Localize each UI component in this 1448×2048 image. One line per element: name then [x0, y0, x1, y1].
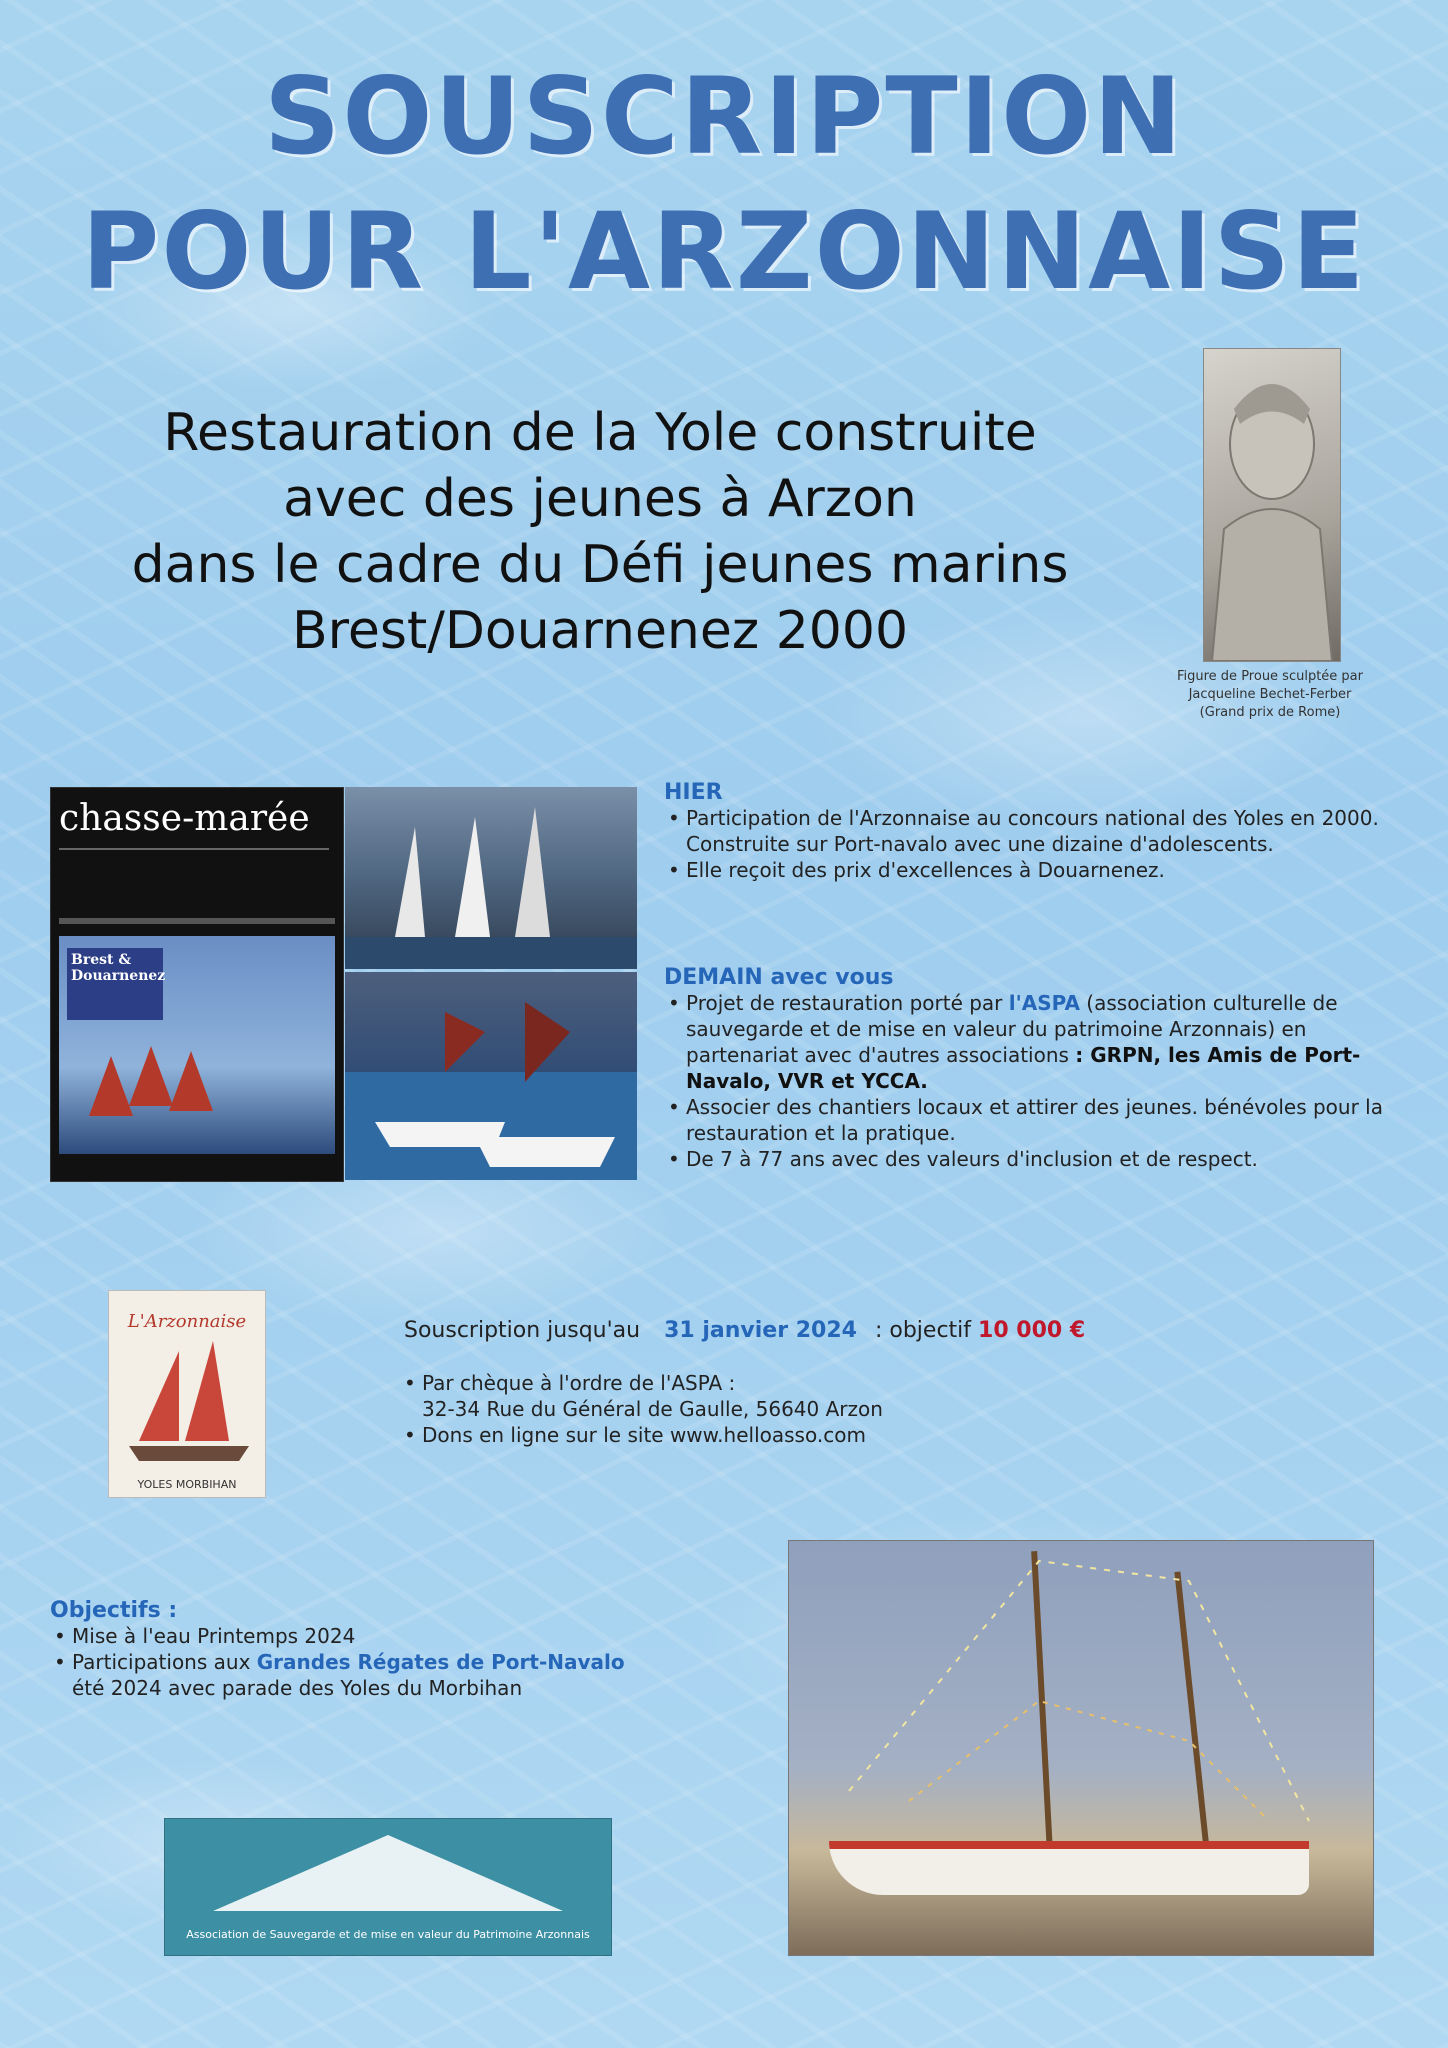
subtitle-line: Brest/Douarnenez 2000: [291, 601, 909, 661]
logo-footer: YOLES MORBIHAN: [137, 1478, 237, 1491]
magazine-divider: [59, 848, 329, 850]
magazine-badge: Brest & Douarnenez: [67, 948, 163, 1020]
section-demain: [664, 965, 1404, 1172]
list-item: • Dons en ligne sur le site www.helloasso.com: [400, 1422, 1040, 1448]
subtitle-line: avec des jeunes à Arzon: [283, 469, 917, 529]
address-line: 32-34 Rue du Général de Gaulle, 56640 Arzon: [422, 1397, 883, 1421]
aspa-logo: [164, 1818, 612, 1956]
figurehead-photo: [1203, 348, 1341, 662]
chasse-maree-magazine-cover: [50, 787, 344, 1182]
objectifs-heading: Objectifs :: [50, 1598, 178, 1623]
roof-icon: [213, 1835, 563, 1911]
sailing-boats-photo: [345, 787, 637, 969]
caption-line: Jacqueline Bechet-Ferber: [1188, 687, 1352, 702]
aspa-name: l'ASPA: [1008, 991, 1080, 1015]
logo-script: L'Arzonnaise: [127, 1311, 247, 1332]
regates-name: Grandes Régates de Port-Navalo: [256, 1650, 625, 1674]
subscription-line: [404, 1318, 1085, 1343]
caption-line: (Grand prix de Rome): [1199, 705, 1341, 720]
list-item: • Associer des chantiers locaux et attirer des jeunes. bénévoles pour la restauration et la pratique.: [664, 1094, 1404, 1146]
page-title-line2: POUR L'ARZONNAISE: [81, 190, 1367, 313]
cheque-line: Par chèque à l'ordre de l'ASPA :: [422, 1371, 736, 1395]
partner-associations: : GRPN, les Amis de Port-Navalo, VVR et YCCA.: [686, 1043, 1361, 1093]
subscription-date: 31 janvier 2024: [664, 1318, 857, 1343]
text: Participations aux: [72, 1650, 257, 1674]
sail-icon: [89, 1056, 133, 1116]
sail-icon: [129, 1046, 173, 1106]
figurehead-caption: [1130, 668, 1410, 722]
page-title-line1: SOUSCRIPTION: [264, 55, 1184, 178]
aspa-logo-text: Association de Sauvegarde et de mise en valeur du Patrimoine Arzonnais: [186, 1928, 590, 1941]
text: été 2024 avec parade des Yoles du Morbihan: [72, 1676, 523, 1700]
section-objectifs: [50, 1598, 770, 1701]
demain-heading: DEMAIN avec vous: [664, 965, 894, 990]
section-hier: [664, 780, 1404, 883]
list-item: • Mise à l'eau Printemps 2024: [50, 1623, 770, 1649]
list-item: [50, 1649, 770, 1701]
list-item: • De 7 à 77 ans avec des valeurs d'inclusion et de respect.: [664, 1146, 1404, 1172]
goal-amount: 10 000 €: [978, 1318, 1086, 1343]
list-item: • Participation de l'Arzonnaise au concours national des Yoles en 2000. Construite sur Port-navalo avec une dizaine d'adolescents.: [664, 805, 1404, 857]
subscription-label: Souscription jusqu'au: [404, 1318, 641, 1343]
yoles-race-photo: [345, 972, 637, 1180]
illuminated-yole-photo: [788, 1540, 1374, 1956]
sail-icon: [169, 1051, 213, 1111]
hier-heading: HIER: [664, 780, 723, 805]
subtitle-line: Restauration de la Yole construite: [163, 403, 1037, 463]
magazine-band: [59, 918, 335, 924]
caption-line: Figure de Proue sculptée par: [1176, 669, 1363, 684]
list-item: [664, 990, 1404, 1094]
text: (association culturelle de sauvegarde et de mise en valeur du patrimoine Arzonnais) en partenariat avec d'autres associations: [686, 991, 1338, 1067]
boat-hull: [829, 1841, 1309, 1895]
text: Projet de restauration porté par: [686, 991, 1009, 1015]
magazine-title: chasse-marée: [59, 798, 310, 839]
subtitle-line: dans le cadre du Défi jeunes marins: [131, 535, 1069, 595]
arzonnaise-logo: [108, 1290, 266, 1498]
payment-options: [400, 1370, 1040, 1448]
goal-label: : objectif: [874, 1318, 972, 1343]
subtitle: [30, 400, 1170, 664]
list-item: [400, 1370, 1040, 1422]
list-item: • Elle reçoit des prix d'excellences à Douarnenez.: [664, 857, 1404, 883]
